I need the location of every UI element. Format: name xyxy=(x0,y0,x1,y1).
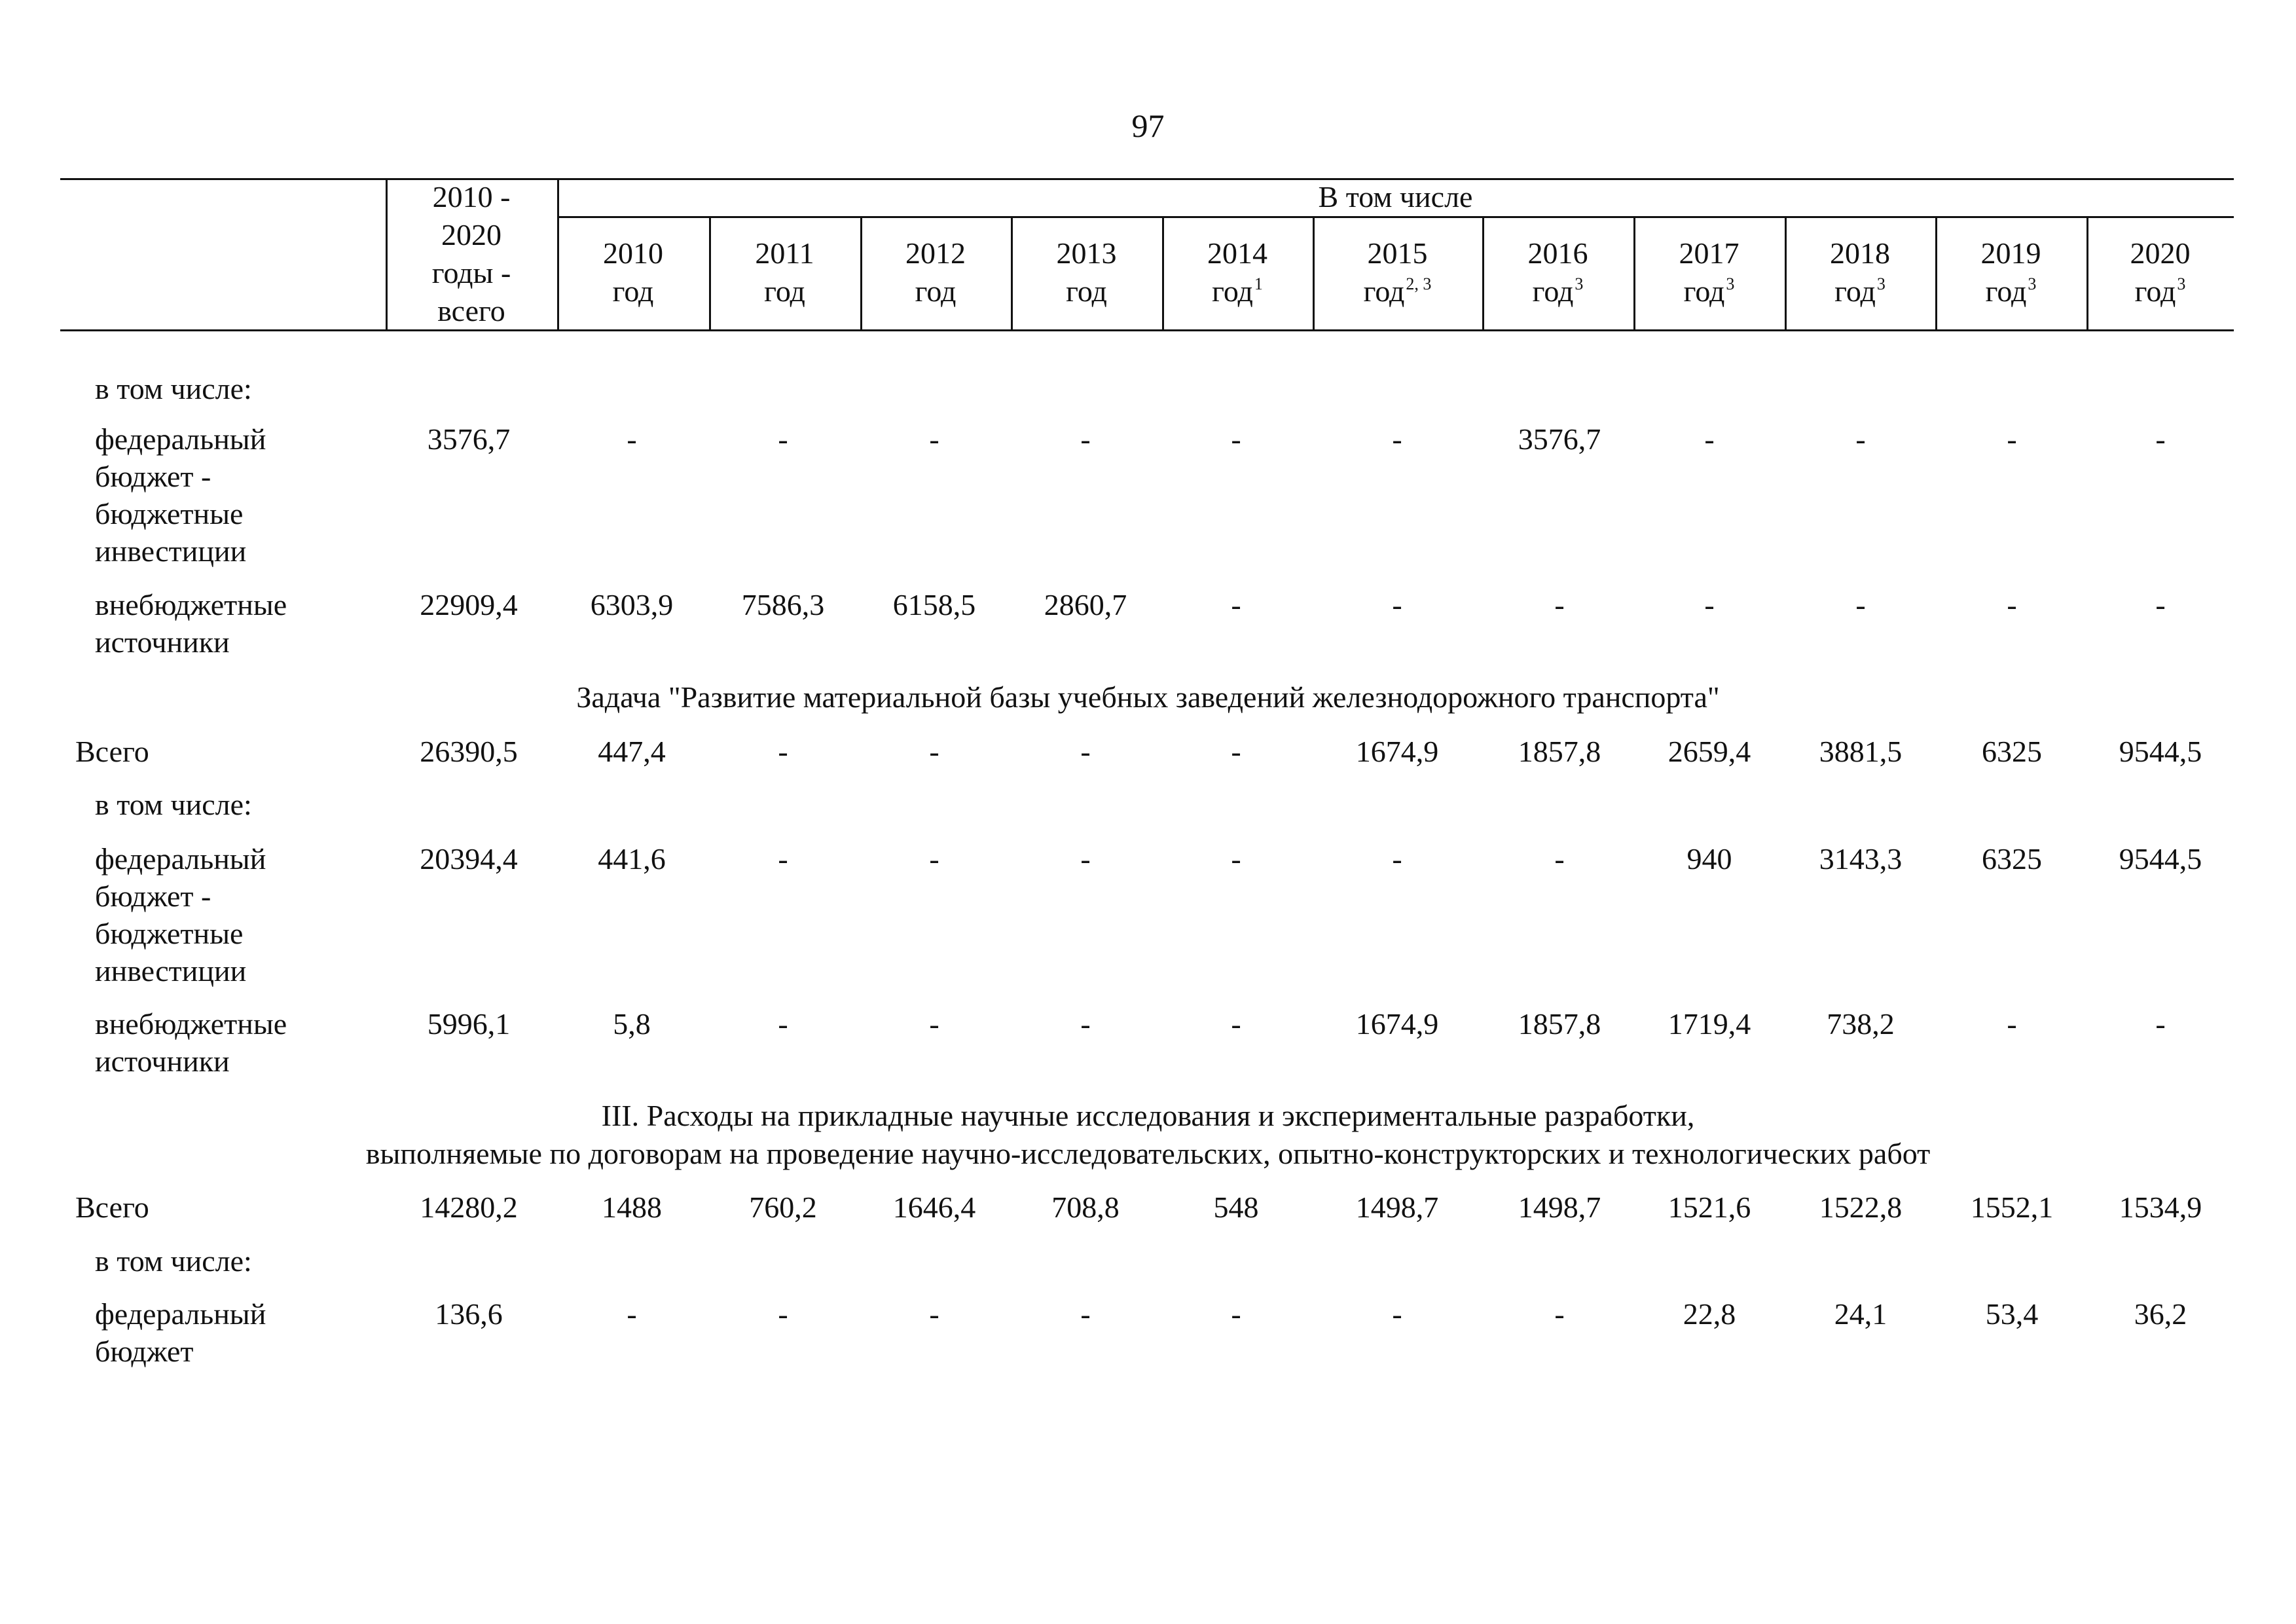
value-total: 136,6 xyxy=(435,1297,503,1331)
value-cell: 36,2 xyxy=(2134,1297,2187,1331)
value-cell: - xyxy=(1080,842,1091,876)
group-header-rule xyxy=(557,216,2234,218)
value-cell: 24,1 xyxy=(1834,1297,1887,1331)
header-year-2019 xyxy=(1935,234,2086,310)
value-total: 20394,4 xyxy=(420,842,518,876)
header-year-number: 2015 xyxy=(1367,236,1428,270)
value-cell: 3881,5 xyxy=(1819,735,1903,768)
value-cell: 6325 xyxy=(1982,735,2042,768)
row-label-line: источники xyxy=(95,625,230,659)
value-total: 14280,2 xyxy=(420,1190,518,1224)
value-cell: - xyxy=(778,422,788,456)
value-cell: - xyxy=(2155,588,2166,621)
value-cell: 9544,5 xyxy=(2119,735,2202,768)
value-cell: - xyxy=(1080,422,1091,456)
header-year-footnote: 3 xyxy=(2177,274,2186,293)
value-cell: 1674,9 xyxy=(1355,1007,1439,1041)
value-cell: 6303,9 xyxy=(590,588,674,621)
section-title-task: Задача "Развитие материальной базы учебных заведений железнодорожного транспорта" xyxy=(576,680,1720,714)
value-cell: - xyxy=(2155,422,2166,456)
row-label-line: бюджет xyxy=(95,1335,194,1368)
value-cell: 1498,7 xyxy=(1355,1190,1439,1224)
value-cell: 1521,6 xyxy=(1667,1190,1751,1224)
row-label-line: бюджет - xyxy=(95,879,211,913)
value-cell: - xyxy=(1231,735,1241,768)
header-year-number: 2020 xyxy=(2130,236,2191,270)
value-cell: 22,8 xyxy=(1683,1297,1736,1331)
value-cell: - xyxy=(1554,842,1565,876)
header-total-column xyxy=(386,178,557,330)
value-cell: 738,2 xyxy=(1827,1007,1895,1041)
value-cell: - xyxy=(1704,588,1715,621)
value-cell: - xyxy=(1080,1007,1091,1041)
value-cell: 2860,7 xyxy=(1044,588,1127,621)
row-label-line: инвестиции xyxy=(95,954,247,987)
header-total-line-4: всего xyxy=(437,294,505,327)
value-cell: 1646,4 xyxy=(892,1190,976,1224)
header-year-footnote: 1 xyxy=(1254,274,1263,293)
header-year-unit: год$^1$ xyxy=(1212,274,1263,308)
value-cell: - xyxy=(1554,588,1565,621)
header-total-line-2: 2020 xyxy=(441,218,501,251)
value-cell: 53,4 xyxy=(1985,1297,2039,1331)
header-year-unit: год$^3$ xyxy=(1683,274,1735,308)
value-cell: - xyxy=(778,1297,788,1331)
row-label-line: федеральный xyxy=(95,1297,266,1331)
value-cell: - xyxy=(627,1297,637,1331)
value-cell: 5,8 xyxy=(613,1007,651,1041)
value-cell: 7586,3 xyxy=(741,588,825,621)
value-cell: - xyxy=(778,842,788,876)
header-year-footnote: 2, 3 xyxy=(1406,274,1432,293)
value-cell: 9544,5 xyxy=(2119,842,2202,876)
value-cell: - xyxy=(1392,588,1402,621)
total-row-label: Всего xyxy=(75,1190,149,1224)
row-label-extrabudgetary xyxy=(95,1005,287,1080)
value-cell: - xyxy=(2007,422,2017,456)
value-cell: - xyxy=(2007,1007,2017,1041)
value-cell: 2659,4 xyxy=(1667,735,1751,768)
header-year-2017 xyxy=(1633,234,1785,310)
header-total-line-1: 2010 - xyxy=(432,180,511,213)
header-year-unit: год$^3$ xyxy=(1985,274,2037,308)
value-cell: 548 xyxy=(1213,1190,1259,1224)
value-cell: - xyxy=(778,1007,788,1041)
header-year-unit: год xyxy=(915,274,957,308)
value-cell: 1857,8 xyxy=(1518,1007,1601,1041)
header-year-2018 xyxy=(1785,234,1935,310)
value-cell: 3576,7 xyxy=(1518,422,1601,456)
value-cell: 6325 xyxy=(1982,842,2042,876)
value-cell: - xyxy=(1855,588,1866,621)
value-cell: - xyxy=(1231,842,1241,876)
header-year-number: 2010 xyxy=(603,236,663,270)
header-total-line-3: годы - xyxy=(431,256,511,289)
header-year-2014 xyxy=(1162,234,1313,310)
value-cell: 6158,5 xyxy=(892,588,976,621)
value-cell: 1534,9 xyxy=(2119,1190,2202,1224)
value-cell: - xyxy=(1392,1297,1402,1331)
header-year-number: 2013 xyxy=(1056,236,1117,270)
value-cell: 1857,8 xyxy=(1518,735,1601,768)
value-cell: - xyxy=(627,422,637,456)
header-year-unit: год xyxy=(764,274,805,308)
header-year-unit: год$^3$ xyxy=(1834,274,1886,308)
row-label-line: инвестиции xyxy=(95,534,247,568)
value-cell: 1488 xyxy=(602,1190,662,1224)
value-cell: 441,6 xyxy=(598,842,666,876)
header-year-unit: год$^3$ xyxy=(2134,274,2186,308)
value-cell: - xyxy=(1855,422,1866,456)
row-label-line: федеральный xyxy=(95,422,266,456)
page-number: 97 xyxy=(1131,107,1165,144)
header-year-unit: год$^{2, 3}$ xyxy=(1363,274,1432,308)
value-total: 3576,7 xyxy=(427,422,511,456)
value-cell: 760,2 xyxy=(749,1190,817,1224)
value-cell: - xyxy=(1704,422,1715,456)
value-cell: - xyxy=(1231,422,1241,456)
header-year-footnote: 3 xyxy=(2028,274,2037,293)
header-year-unit: год xyxy=(1066,274,1107,308)
header-year-number: 2011 xyxy=(755,236,814,270)
value-cell: - xyxy=(929,1007,939,1041)
value-cell: - xyxy=(929,1297,939,1331)
value-cell: 1674,9 xyxy=(1355,735,1439,768)
header-year-number: 2018 xyxy=(1830,236,1890,270)
header-year-footnote: 3 xyxy=(1575,274,1584,293)
header-year-2011 xyxy=(709,234,860,310)
value-cell: - xyxy=(1231,1297,1241,1331)
header-year-number: 2019 xyxy=(1980,236,2041,270)
header-year-2016 xyxy=(1482,234,1633,310)
header-year-2013 xyxy=(1011,234,1162,310)
value-total: 26390,5 xyxy=(420,735,518,768)
value-cell: - xyxy=(778,735,788,768)
header-year-number: 2017 xyxy=(1679,236,1740,270)
value-cell: 447,4 xyxy=(598,735,666,768)
row-label-federal-budget xyxy=(95,1295,266,1370)
header-year-2010 xyxy=(557,234,709,310)
in-that-number-label: в том числе: xyxy=(95,1244,252,1278)
value-cell: - xyxy=(1080,735,1091,768)
row-label-extrabudgetary xyxy=(95,586,287,661)
value-cell: - xyxy=(2007,588,2017,621)
row-label-line: бюджет - xyxy=(95,460,211,493)
value-total: 22909,4 xyxy=(420,588,518,621)
row-label-line: бюджетные xyxy=(95,497,244,530)
value-cell: - xyxy=(1554,1297,1565,1331)
value-cell: 940 xyxy=(1686,842,1732,876)
header-year-footnote: 3 xyxy=(1726,274,1735,293)
value-cell: 1719,4 xyxy=(1667,1007,1751,1041)
value-cell: - xyxy=(1231,1007,1241,1041)
value-cell: - xyxy=(1231,588,1241,621)
total-row-label: Всего xyxy=(75,735,149,768)
value-cell: - xyxy=(929,735,939,768)
value-cell: - xyxy=(929,422,939,456)
row-label-line: федеральный xyxy=(95,842,266,876)
value-cell: - xyxy=(1080,1297,1091,1331)
header-year-unit: год$^3$ xyxy=(1532,274,1584,308)
section-title-line-1: III. Расходы на прикладные научные исследования и экспериментальные разработки, xyxy=(601,1099,1695,1132)
header-year-unit: год xyxy=(612,274,654,308)
value-cell: - xyxy=(1392,422,1402,456)
value-cell: 1498,7 xyxy=(1518,1190,1601,1224)
value-cell: 708,8 xyxy=(1051,1190,1120,1224)
row-label-federal-budget xyxy=(95,840,266,989)
header-year-2015 xyxy=(1313,234,1482,310)
header-year-2020 xyxy=(2086,234,2234,310)
section-title-line-2: выполняемые по договорам на проведение научно-исследовательских, опытно-конструкторских и технологических работ xyxy=(365,1137,1931,1170)
value-cell: 1522,8 xyxy=(1819,1190,1903,1224)
row-label-line: внебюджетные xyxy=(95,588,287,621)
in-that-number-label: в том числе: xyxy=(95,372,252,405)
header-year-number: 2014 xyxy=(1207,236,1267,270)
value-cell: - xyxy=(2155,1007,2166,1041)
row-label-line: источники xyxy=(95,1044,230,1078)
value-cell: 3143,3 xyxy=(1819,842,1903,876)
header-year-2012 xyxy=(860,234,1011,310)
value-cell: 1552,1 xyxy=(1970,1190,2054,1224)
row-label-federal-budget xyxy=(95,420,266,570)
value-cell: - xyxy=(929,842,939,876)
header-year-footnote: 3 xyxy=(1876,274,1886,293)
header-year-number: 2012 xyxy=(905,236,966,270)
value-total: 5996,1 xyxy=(427,1007,511,1041)
header-group-label: В том числе xyxy=(1318,180,1473,213)
header-year-number: 2016 xyxy=(1527,236,1588,270)
value-cell: - xyxy=(1392,842,1402,876)
row-label-line: внебюджетные xyxy=(95,1007,287,1041)
row-label-line: бюджетные xyxy=(95,917,244,950)
in-that-number-label: в том числе: xyxy=(95,788,252,821)
